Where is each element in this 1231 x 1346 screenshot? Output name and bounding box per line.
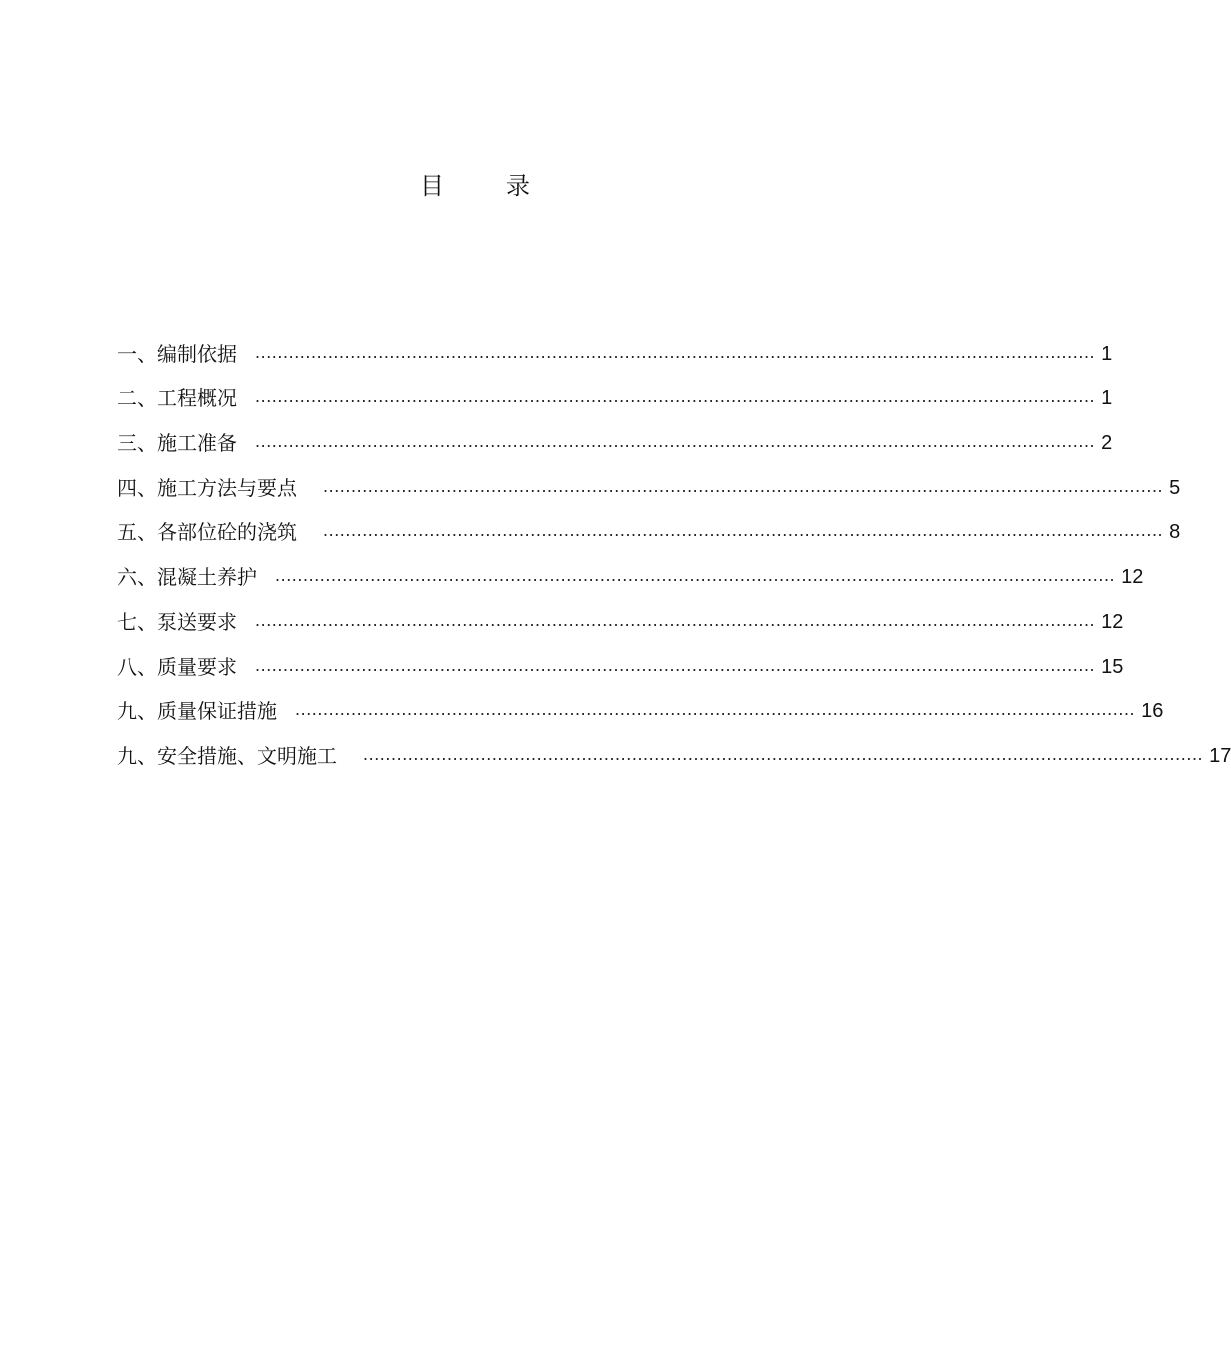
toc-entry-title: 施工准备	[157, 431, 237, 456]
toc-entry-number: 八、	[117, 654, 157, 679]
toc-dot-leader: ......................................................................................................................................................	[275, 565, 1116, 586]
toc-entry-title: 质量保证措施	[157, 699, 277, 724]
toc-entry-page: 8	[1169, 521, 1181, 544]
toc-dot-leader: ......................................................................................................................................................	[363, 743, 1204, 764]
toc-entry-5[interactable]	[117, 505, 1181, 550]
toc-entry-page: 15	[1101, 655, 1124, 678]
toc-entry-page: 17	[1209, 744, 1231, 767]
toc-dot-leader: ......................................................................................................................................................	[255, 431, 1096, 452]
toc-entry-number: 三、	[117, 431, 157, 456]
toc-entry-9[interactable]	[117, 684, 1164, 729]
toc-entry-page: 2	[1101, 432, 1113, 455]
toc-entry-page: 16	[1141, 700, 1164, 723]
toc-entry-title: 混凝土养护	[157, 565, 257, 590]
toc-entry-number: 七、	[117, 609, 157, 634]
toc-entry-8[interactable]	[117, 639, 1124, 684]
toc-entry-page: 12	[1101, 610, 1124, 633]
title-char-2: 录	[506, 172, 530, 200]
toc-entry-number: 九、	[117, 743, 157, 768]
toc-dot-leader: ......................................................................................................................................................	[255, 654, 1096, 675]
toc-entry-page: 5	[1169, 476, 1181, 499]
toc-entry-1[interactable]	[117, 326, 1113, 371]
toc-entry-number: 五、	[117, 520, 157, 545]
toc-entry-number: 二、	[117, 386, 157, 411]
toc-dot-leader: ......................................................................................................................................................	[255, 386, 1096, 407]
toc-entry-7[interactable]	[117, 594, 1124, 639]
toc-entry-title: 安全措施、文明施工	[157, 743, 337, 768]
toc-entry-6[interactable]	[117, 549, 1144, 594]
page-title	[0, 168, 950, 204]
toc-dot-leader: ......................................................................................................................................................	[255, 341, 1096, 362]
toc-entry-page: 12	[1121, 566, 1144, 589]
toc-entry-page: 1	[1101, 387, 1113, 410]
toc-entry-3[interactable]	[117, 415, 1113, 460]
toc-entry-10[interactable]	[117, 728, 1231, 773]
toc-entry-number: 九、	[117, 699, 157, 724]
toc-dot-leader: ......................................................................................................................................................	[255, 609, 1096, 630]
toc-entry-number: 四、	[117, 475, 157, 500]
toc-dot-leader: ......................................................................................................................................................	[323, 520, 1164, 541]
toc-entry-title: 质量要求	[157, 654, 237, 679]
toc-entry-title: 施工方法与要点	[157, 475, 297, 500]
toc-entry-number: 一、	[117, 341, 157, 366]
toc-entry-2[interactable]	[117, 371, 1113, 416]
toc-entry-4[interactable]	[117, 460, 1181, 505]
toc-dot-leader: ......................................................................................................................................................	[323, 475, 1164, 496]
title-char-1: 目	[420, 172, 444, 200]
toc-entry-number: 六、	[117, 565, 157, 590]
toc-entry-page: 1	[1101, 342, 1113, 365]
toc-entry-title: 编制依据	[157, 341, 237, 366]
toc-dot-leader: ......................................................................................................................................................	[295, 699, 1136, 720]
table-of-contents	[117, 326, 1231, 773]
toc-entry-title: 工程概况	[157, 386, 237, 411]
toc-entry-title: 各部位砼的浇筑	[157, 520, 297, 545]
toc-entry-title: 泵送要求	[157, 609, 237, 634]
